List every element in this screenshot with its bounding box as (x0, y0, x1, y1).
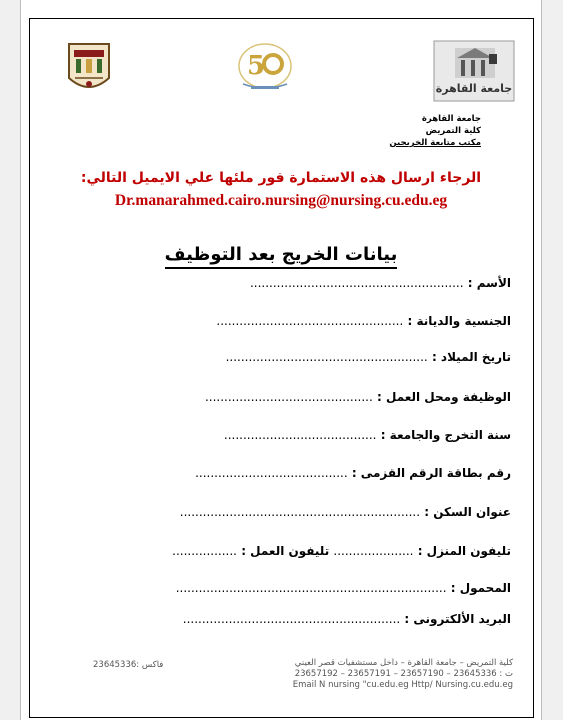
field-address (180, 505, 511, 519)
field-national-id-input[interactable]: ........................................ (195, 466, 348, 480)
institution-faculty: كلية التمريض (425, 126, 481, 136)
field-birthdate-input[interactable]: ..................................................... (225, 350, 428, 364)
footer-phones: ت : 23645336 – 23657190 – 23657191 – 23657192 (294, 669, 513, 679)
form-title (21, 244, 541, 265)
footer-address: كلية التمريض – جامعة القاهرة – داخل مستشفيات قصر العيني (294, 658, 513, 668)
footer-contact (293, 658, 513, 691)
field-graduation-label: سنة التخرج والجامعة : (380, 428, 511, 442)
field-graduation-input[interactable]: ........................................ (223, 428, 377, 442)
field-email-input[interactable]: ......................................................... (182, 612, 401, 626)
field-phone (172, 544, 511, 558)
institution-office: مكتب متابعة الخريجين (389, 138, 481, 148)
footer-web: Email N nursing "cu.edu.eg Http/ Nursing.cu.edu.eg (292, 680, 513, 690)
field-graduation (224, 428, 511, 442)
field-email (183, 612, 511, 626)
field-national-id (195, 466, 511, 480)
document-page (20, 0, 542, 720)
anniversary-logo (235, 40, 295, 100)
field-name-label: الأسم : (467, 276, 511, 290)
field-nationality (216, 314, 511, 328)
faculty-of-nursing-logo (65, 40, 113, 102)
field-mobile-input[interactable]: ....................................................................... (175, 581, 447, 595)
field-birthdate (226, 350, 511, 364)
institution-university: جامعة القاهرة (421, 114, 481, 124)
field-mobile (176, 581, 511, 595)
field-birthdate-label: تاريخ الميلاد : (431, 350, 511, 364)
field-name (250, 276, 511, 290)
field-name-input[interactable]: ........................................................ (249, 276, 464, 290)
field-national-id-label: رقم بطاقة الرقم القزمى : (351, 466, 511, 480)
field-address-input[interactable]: ............................................................... (179, 505, 421, 519)
institution-block (389, 113, 481, 149)
field-job (205, 390, 511, 404)
field-address-label: عنوان السكن : (424, 505, 511, 519)
field-job-label: الوظيفة ومحل العمل : (377, 390, 511, 404)
field-nationality-input[interactable]: ................................................. (216, 314, 404, 328)
footer-fax: فاكس :23645336 (93, 660, 164, 670)
contact-email: Dr.manarahmed.cairo.nursing@nursing.cu.edu.eg (114, 192, 448, 209)
field-nationality-label: الجنسية والديانة : (407, 314, 511, 328)
field-work-phone-input[interactable]: ................. (172, 544, 237, 558)
form-title-text: بيانات الخريج بعد التوظيف (165, 244, 398, 269)
field-home-phone-input[interactable]: ..................... (333, 544, 414, 558)
field-work-phone-label: تليفون العمل : (241, 544, 330, 558)
field-job-input[interactable]: ............................................ (204, 390, 373, 404)
request-instruction: الرجاء ارسال هذه الاستمارة فور ملئها علي الايميل التالي: (80, 170, 482, 186)
cairo-university-logo-text: جامعة القاهرة (435, 82, 513, 95)
field-home-phone-label: تليفون المنزل : (417, 544, 511, 558)
field-mobile-label: المحمول : (450, 581, 511, 595)
field-email-label: البريد الألكترونى : (404, 612, 511, 626)
svg-text:5: 5 (247, 51, 266, 81)
cairo-university-logo (433, 40, 515, 106)
